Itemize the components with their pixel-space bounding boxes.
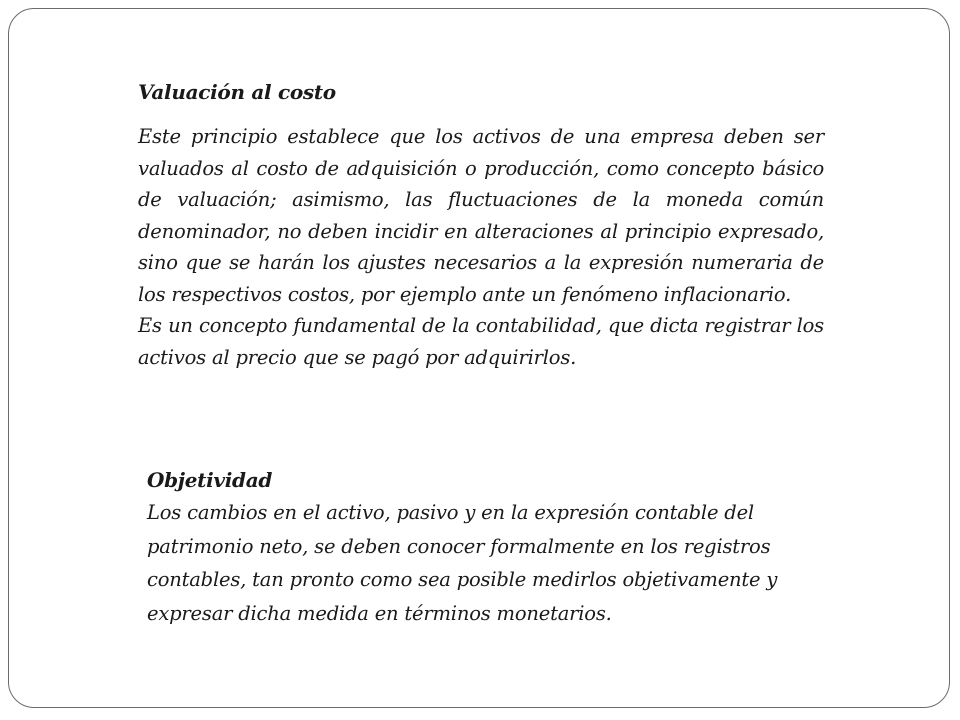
section-paragraph: Los cambios en el activo, pasivo y en la expresión contable del patrimonio neto, se deben conocer formalmente en los registros contables, tan pronto como sea posible medirlos objetivamente y expresar dicha medida en términos monetarios. [147,501,778,625]
section-title: Valuación al costo [138,80,336,104]
section-paragraph: Es un concepto fundamental de la contabilidad, que dicta registrar los activos al precio que se pagó por adquirirlos. [138,314,824,369]
section-valuacion-al-costo [138,80,824,373]
section-objetividad [147,468,837,630]
section-title: Objetividad [147,468,273,492]
section-paragraph: Este principio establece que los activos de una empresa deben ser valuados al costo de adquisición o producción, como concepto básico de valuación; asimismo, las fluctuaciones de la moneda común denominador, no deben incidir en alteraciones al principio expresado, sino que se harán los ajustes necesarios a la expresión numeraria de los respectivos costos, por ejemplo ante un fenómeno inflacionario. [138,125,824,306]
slide-frame [8,8,950,708]
